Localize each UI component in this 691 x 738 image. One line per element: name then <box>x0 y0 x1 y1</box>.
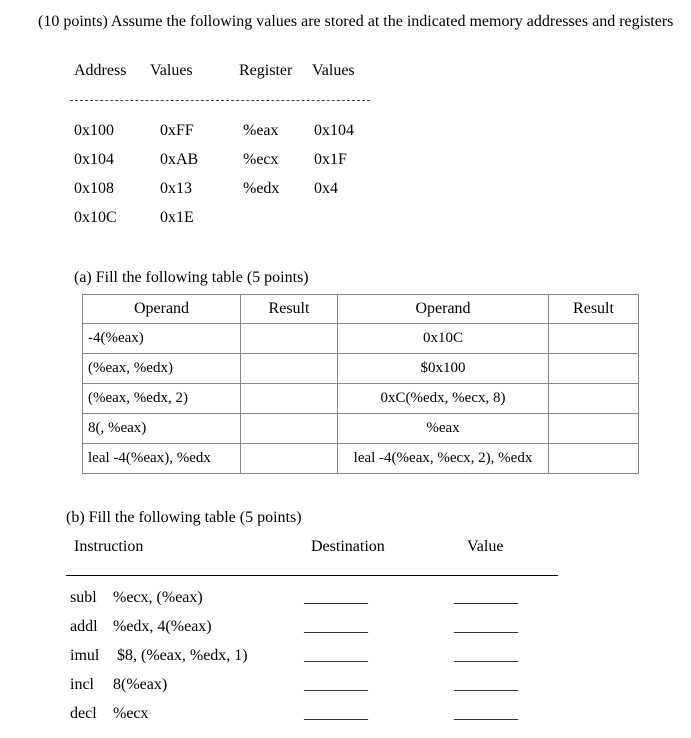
destination-blank[interactable]: ________ <box>304 618 368 635</box>
table-row <box>83 324 639 354</box>
instruction-args: 8(%eax) <box>113 676 168 693</box>
value-cell: 0x13 <box>160 180 192 197</box>
destination-blank[interactable]: ________ <box>304 705 368 722</box>
table-row <box>83 414 639 444</box>
instruction-op: incl <box>70 676 94 693</box>
result-cell[interactable] <box>549 444 639 474</box>
instruction-args: %ecx <box>113 705 149 722</box>
operand-cell: leal -4(%eax), %edx <box>83 444 241 474</box>
operand-cell: (%eax, %edx, 2) <box>83 384 241 414</box>
problem-intro: (10 points) Assume the following values are stored at the indicated memory addresses and registers <box>38 13 674 30</box>
instruction-op: subl <box>70 589 97 606</box>
header-register-values: Values <box>312 62 355 79</box>
address-cell: 0x100 <box>74 122 114 139</box>
register-value-cell: 0x4 <box>314 180 338 197</box>
table-row <box>83 444 639 474</box>
table-row <box>83 384 639 414</box>
result-cell[interactable] <box>241 354 338 384</box>
operand-cell: %eax <box>338 414 549 444</box>
operand-cell: leal -4(%eax, %ecx, 2), %edx <box>338 444 549 474</box>
register-cell: %edx <box>243 180 280 197</box>
header-instruction: Instruction <box>74 538 144 555</box>
result-cell[interactable] <box>549 324 639 354</box>
destination-blank[interactable]: ________ <box>304 647 368 664</box>
instruction-args: $8, (%eax, %edx, 1) <box>117 647 248 664</box>
value-cell: 0x1E <box>160 209 194 226</box>
header-destination: Destination <box>311 538 385 555</box>
value-cell: 0xFF <box>160 122 194 139</box>
destination-blank[interactable]: ________ <box>304 589 368 606</box>
instruction-op: addl <box>70 618 98 635</box>
destination-blank[interactable]: ________ <box>304 676 368 693</box>
result-cell[interactable] <box>241 324 338 354</box>
value-blank[interactable]: ________ <box>454 676 518 693</box>
part-a-title: (a) Fill the following table (5 points) <box>74 269 309 286</box>
dashed-divider <box>70 100 370 101</box>
register-value-cell: 0x104 <box>314 122 354 139</box>
result-cell[interactable] <box>549 354 639 384</box>
address-cell: 0x104 <box>74 151 114 168</box>
header-register: Register <box>239 62 293 79</box>
result-cell[interactable] <box>549 384 639 414</box>
instruction-args: %ecx, (%eax) <box>113 589 203 606</box>
operand-cell: (%eax, %edx) <box>83 354 241 384</box>
table-header-row <box>83 295 639 324</box>
value-cell: 0xAB <box>160 151 199 168</box>
result-cell[interactable] <box>241 384 338 414</box>
operand-cell: 0x10C <box>338 324 549 354</box>
value-blank[interactable]: ________ <box>454 589 518 606</box>
column-header: Result <box>549 295 639 324</box>
operand-table <box>82 294 639 474</box>
header-address: Address <box>74 62 127 79</box>
instruction-args: %edx, 4(%eax) <box>113 618 212 635</box>
column-header: Operand <box>83 295 241 324</box>
register-value-cell: 0x1F <box>314 151 347 168</box>
address-cell: 0x108 <box>74 180 114 197</box>
operand-cell: 8(, %eax) <box>83 414 241 444</box>
horizontal-rule <box>66 575 558 576</box>
register-cell: %eax <box>243 122 279 139</box>
instruction-op: imul <box>70 647 100 664</box>
operand-cell: 0xC(%edx, %ecx, 8) <box>338 384 549 414</box>
value-blank[interactable]: ________ <box>454 647 518 664</box>
value-blank[interactable]: ________ <box>454 705 518 722</box>
value-blank[interactable]: ________ <box>454 618 518 635</box>
instruction-op: decl <box>70 705 97 722</box>
header-value: Value <box>467 538 504 555</box>
table-row <box>83 354 639 384</box>
operand-cell: $0x100 <box>338 354 549 384</box>
register-cell: %ecx <box>243 151 279 168</box>
column-header: Result <box>241 295 338 324</box>
result-cell[interactable] <box>241 444 338 474</box>
operand-cell: -4(%eax) <box>83 324 241 354</box>
result-cell[interactable] <box>549 414 639 444</box>
result-cell[interactable] <box>241 414 338 444</box>
part-b-title: (b) Fill the following table (5 points) <box>66 509 302 526</box>
address-cell: 0x10C <box>74 209 117 226</box>
header-values: Values <box>150 62 193 79</box>
column-header: Operand <box>338 295 549 324</box>
